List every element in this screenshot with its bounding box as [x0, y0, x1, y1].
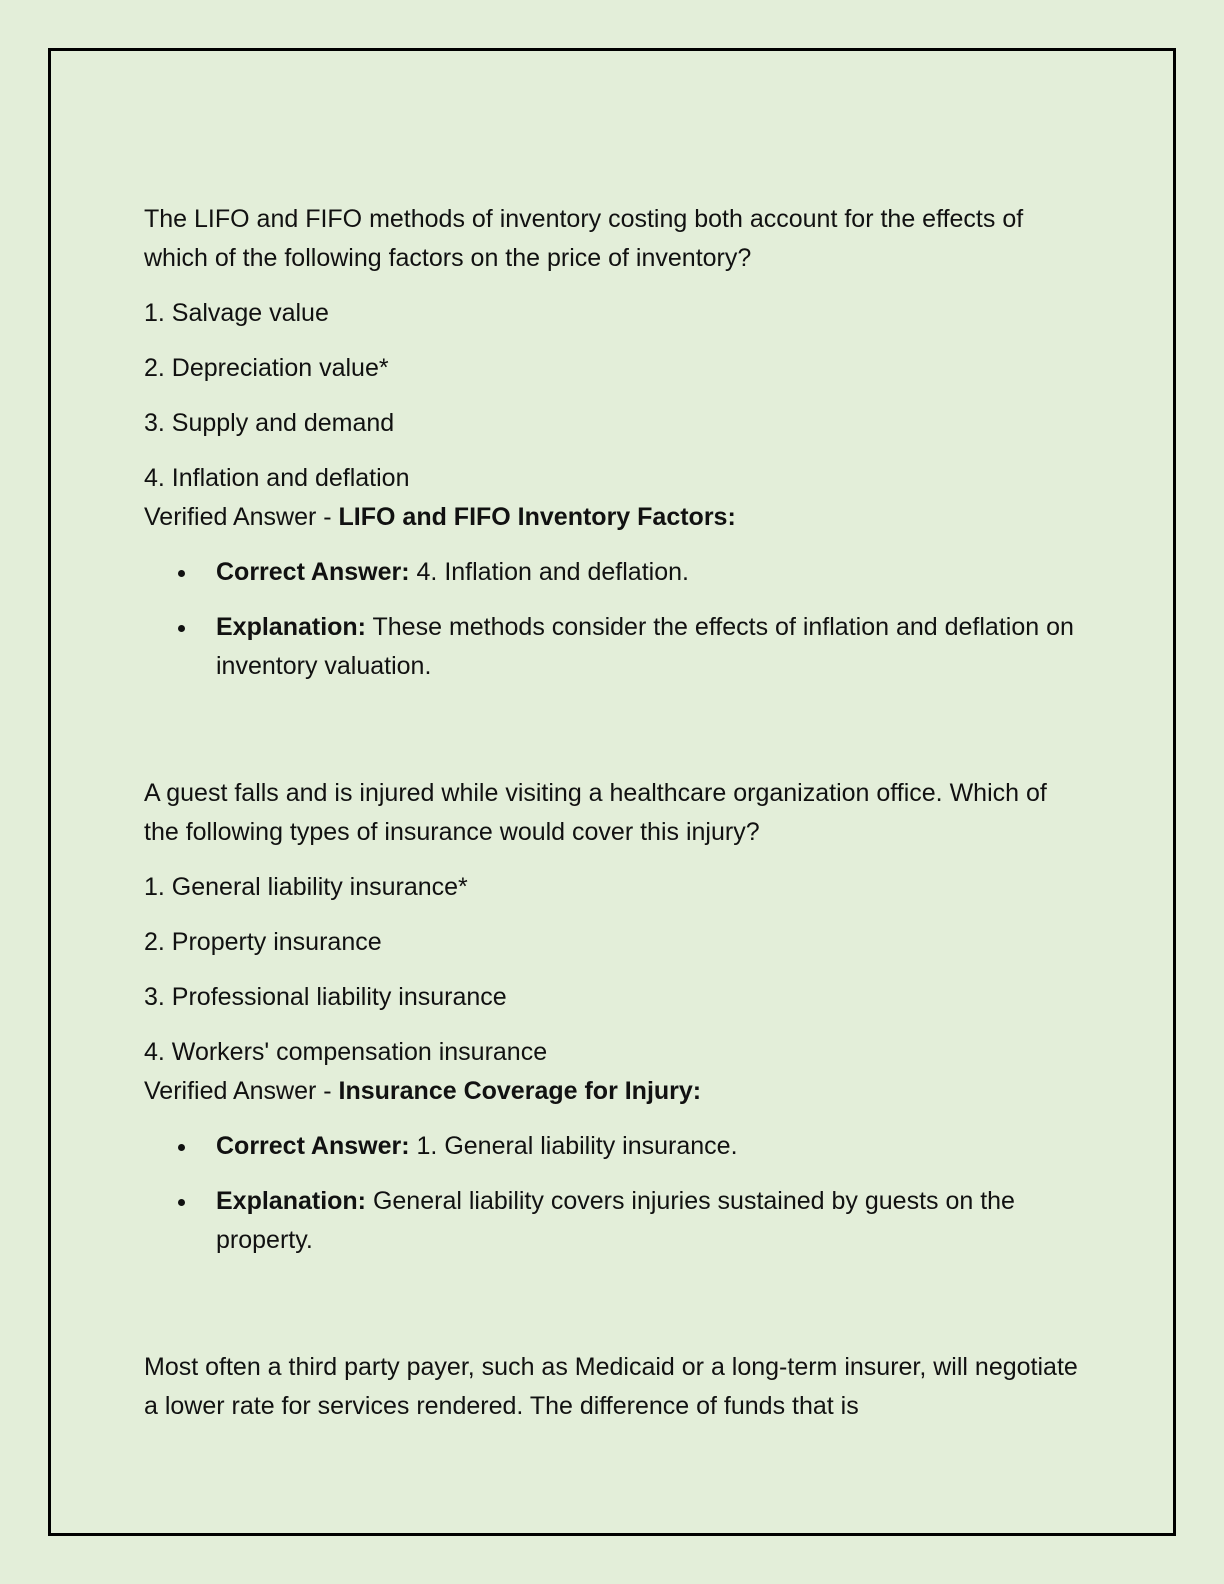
option-3: 3. Supply and demand: [144, 409, 395, 437]
option-1: 1. General liability insurance*: [144, 873, 468, 901]
correct-answer-label: Correct Answer:: [216, 558, 410, 586]
bullet-icon: [178, 570, 185, 577]
bullet-icon: [178, 1199, 185, 1206]
section-spacer: [144, 702, 1084, 774]
correct-answer-text: 4. Inflation and deflation.: [409, 558, 689, 586]
correct-answer-label: Correct Answer:: [216, 1132, 410, 1160]
option-2: 2. Depreciation value*: [144, 354, 389, 382]
verified-title: Insurance Coverage for Injury:: [338, 1077, 702, 1105]
explanation-label: Explanation:: [216, 1187, 367, 1215]
verified-prefix: Verified Answer -: [144, 1077, 339, 1105]
answer-list: [144, 1127, 1084, 1260]
verified-prefix: Verified Answer -: [144, 503, 339, 531]
correct-answer-text: 1. General liability insurance.: [409, 1132, 738, 1160]
bullet-icon: [178, 625, 185, 632]
question-text: The LIFO and FIFO methods of inventory costing both account for the effects of which of the following factors on the price of inventory?: [144, 205, 1024, 272]
option-3: 3. Professional liability insurance: [144, 983, 507, 1011]
trailing-question-text: Most often a third party payer, such as Medicaid or a long-term insurer, will negotiate a lower rate for services rendered. The difference of funds that is: [144, 1353, 1078, 1420]
explanation-item: [144, 608, 1084, 686]
option-1: 1. Salvage value: [144, 299, 329, 327]
question-block-1: [144, 200, 1084, 686]
verified-answer-heading: [144, 498, 1084, 537]
explanation-label: Explanation:: [216, 613, 367, 641]
option-4: 4. Inflation and deflation: [144, 464, 410, 492]
option-4: 4. Workers' compensation insurance: [144, 1038, 548, 1066]
question-text: A guest falls and is injured while visiting a healthcare organization office. Which of the following types of insurance would cover this injury?: [144, 779, 1047, 846]
section-spacer: [144, 1276, 1084, 1348]
verified-title: LIFO and FIFO Inventory Factors:: [338, 503, 736, 531]
option-2: 2. Property insurance: [144, 928, 382, 956]
explanation-item: [144, 1182, 1084, 1260]
verified-answer-heading: [144, 1072, 1084, 1111]
explanation-text: General liability covers injuries sustained by guests on the property.: [216, 1187, 1015, 1254]
correct-answer-item: [144, 553, 1084, 592]
question-block-2: [144, 774, 1084, 1260]
answer-list: [144, 553, 1084, 686]
document-content: [144, 200, 1084, 1442]
bullet-icon: [178, 1144, 185, 1151]
explanation-text: These methods consider the effects of inflation and deflation on inventory valuation.: [216, 613, 1074, 680]
correct-answer-item: [144, 1127, 1084, 1166]
